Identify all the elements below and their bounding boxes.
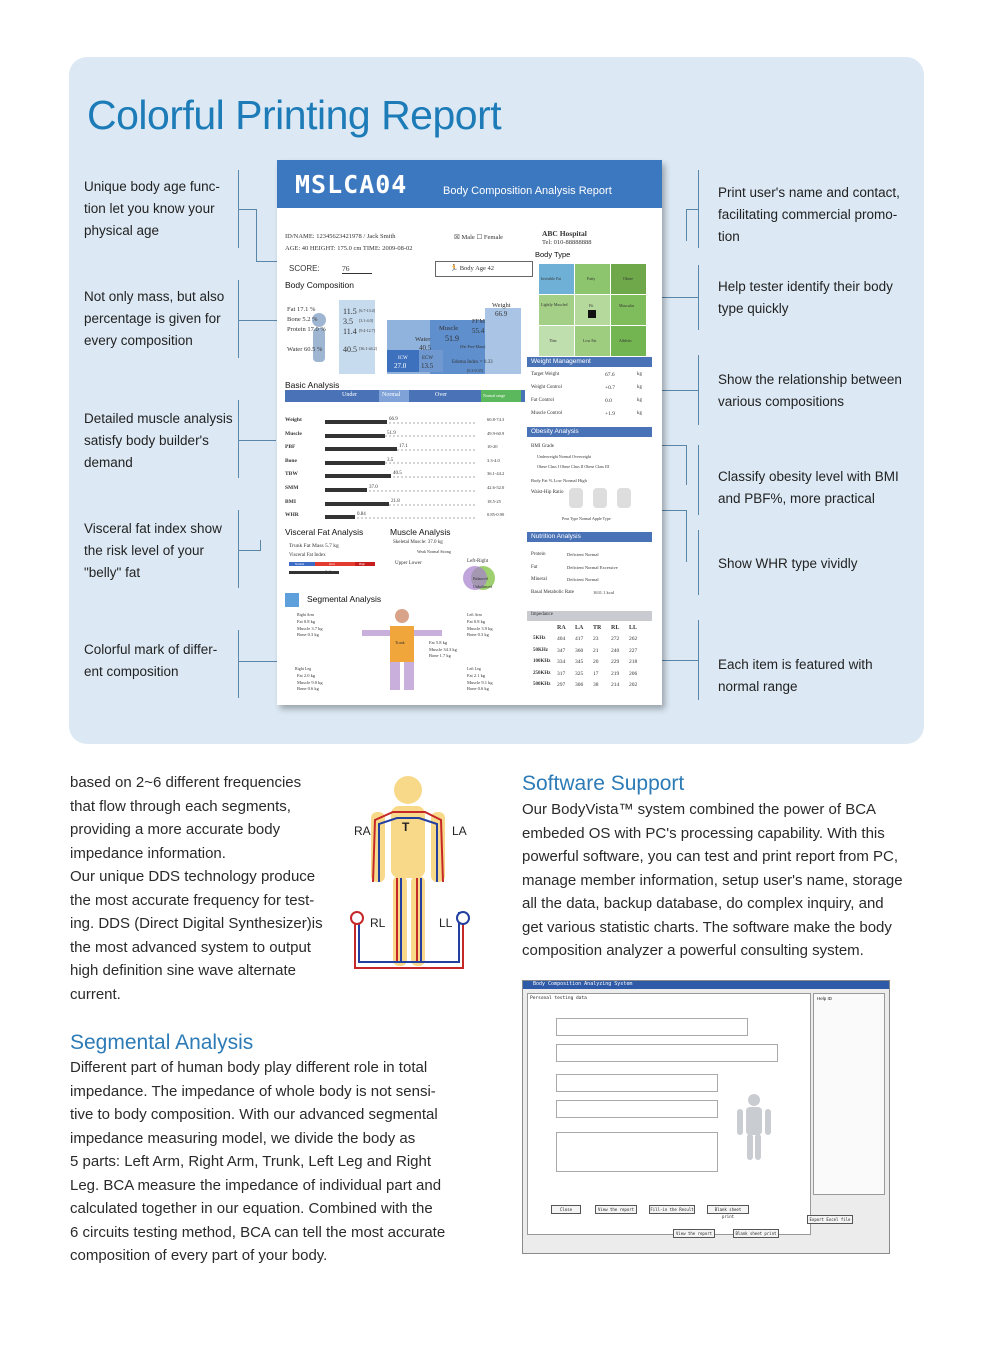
obesity-title: Obesity Analysis <box>527 427 652 437</box>
nutrition-label: Protein <box>531 552 546 557</box>
weight-mgmt-unit: kg <box>637 385 642 390</box>
weight-mgmt-label: Muscle Control <box>531 411 563 416</box>
callout-relationship: Show the relationship between various compositions <box>718 372 902 409</box>
seg-row: Fat 5.8 kg <box>429 640 448 645</box>
body-type-cell: Thin <box>549 338 557 343</box>
close-button[interactable]: Close <box>551 1205 581 1214</box>
impedance-freq: 500KHz <box>533 682 551 687</box>
impedance-cell: 218 <box>629 659 638 665</box>
connector-line <box>238 440 276 441</box>
skeletal-muscle: Skeletal Muscle: 37.0 kg <box>393 540 443 545</box>
impedance-cell: 23 <box>593 636 599 642</box>
comp-range: [9.4-12.7] <box>359 328 375 333</box>
comp-row: Bone 5.2 % <box>287 316 318 323</box>
seg-left-leg: Left Leg <box>467 666 481 671</box>
view-report-button-2[interactable]: View the report <box>673 1229 715 1238</box>
callout-obesity: Classify obesity level with BMI and PBF%, more practical <box>718 469 899 506</box>
edema-index: Edema Index = 0.33 <box>452 360 493 365</box>
impedance-cell: 347 <box>557 647 566 654</box>
seg-row: Bone 0.6 kg <box>297 686 319 691</box>
visceral-level: Over <box>329 562 335 566</box>
page-title: Colorful Printing Report <box>87 92 502 138</box>
impedance-cell: 334 <box>557 659 566 665</box>
obesity-bmi: BMI Grade <box>531 444 554 449</box>
software-body-figure-icon <box>734 1092 774 1162</box>
weight-mgmt-value: +1.9 <box>605 411 615 417</box>
muscle-analysis-title: Muscle Analysis <box>390 527 451 537</box>
nutrition-value: 1631.1 kcal <box>593 589 614 595</box>
muscle-label: Muscle <box>439 325 459 332</box>
water-label: Water <box>415 336 431 343</box>
body-type-cell: Lightly Muscled <box>541 302 568 307</box>
software-screenshot <box>522 980 890 1254</box>
seg-row: Bone 0.3 kg <box>297 632 319 637</box>
report-sex: ☒ Male ☐ Female <box>454 234 504 241</box>
software-window-title: Body Composition Analyzing System <box>533 981 633 987</box>
visceral-value: 9.8 <box>325 571 332 576</box>
basic-row-range: 36.1-44.2 <box>487 471 505 476</box>
ffm-label: FFM <box>472 318 486 325</box>
impedance-head: LL <box>629 625 638 631</box>
basic-row-label: BMI <box>285 499 296 505</box>
software-heading: Software Support <box>522 772 685 795</box>
visceral-scale-bar <box>289 571 339 574</box>
comp-kg: 40.5 <box>343 345 357 354</box>
impedance-head: LA <box>575 625 584 631</box>
impedance-cell: 297 <box>557 682 566 688</box>
basic-row-label: PBF <box>285 444 296 450</box>
seg-row: Muscle 9.1 kg <box>467 679 493 685</box>
impedance-cell: 21 <box>593 647 599 654</box>
seg-right-arm: Right Arm <box>297 612 315 617</box>
callout-composition: Not only mass, but also percentage is given for every composition <box>84 289 225 348</box>
software-main-area <box>527 993 811 1235</box>
impedance-cell: 38 <box>593 682 599 688</box>
body-type-cell: Muscular <box>619 303 635 308</box>
comp-row: Water 60.5 % <box>287 346 323 353</box>
body-composition-title: Body Composition <box>285 280 354 290</box>
muscle-options: Weak Normal Strong <box>417 549 451 554</box>
ecw-value: 13.5 <box>421 362 434 370</box>
diagram-label-rl: RL <box>370 916 386 930</box>
nutrition-label: Mineral <box>531 577 547 582</box>
comp-kg: 11.5 <box>343 307 357 316</box>
connector-line <box>260 540 261 551</box>
impedance-cell: 306 <box>575 682 584 688</box>
muscle-value: 51.9 <box>445 334 459 343</box>
report-score-label: SCORE: <box>289 264 320 273</box>
report-code: MSLCA04 <box>295 170 408 199</box>
seg-left-arm: Left Arm <box>467 612 482 617</box>
seg-row: Muscle 3.9 kg <box>467 625 493 631</box>
segmental-title: Segmental Analysis <box>307 594 382 604</box>
seg-trunk: Trunk <box>395 640 405 645</box>
nutrition-label: Fat <box>531 564 538 570</box>
diagram-label-t: T <box>402 820 410 834</box>
impedance-cell: 227 <box>629 647 638 654</box>
software-tab[interactable]: Personal testing data <box>530 996 587 1001</box>
weight-mgmt-value: +0.7 <box>605 385 615 391</box>
software-titlebar <box>523 981 889 989</box>
body-circuit-diagram <box>345 772 485 977</box>
bracket <box>230 510 239 588</box>
impedance-cell: 417 <box>575 636 584 642</box>
obesity-whr-types: Pear Type Normal Apple Type <box>562 516 611 521</box>
report-body-age: 🏃 Body Age 42 <box>435 261 533 277</box>
report-hospital: ABC Hospital <box>542 229 587 238</box>
visceral-index: Visceral Fat Index <box>289 553 326 558</box>
basic-row-value: 21.8 <box>391 499 400 504</box>
report-tel: Tel: 010-88888888 <box>542 239 592 246</box>
seg-row: Fat 2.1 kg <box>467 673 486 678</box>
water-value: 40.5 <box>419 344 432 352</box>
impedance-cell: 360 <box>575 647 584 654</box>
connector-line <box>238 209 256 210</box>
bracket <box>230 280 239 358</box>
icw-value: 27.0 <box>394 362 407 370</box>
export-excel-button[interactable]: Export Excel file <box>807 1215 853 1224</box>
ecw-label: ECW <box>422 356 434 361</box>
body-figure-icon <box>313 328 325 362</box>
seg-row: Muscle 3.7 kg <box>297 625 323 631</box>
balance-option: Balanced <box>473 576 488 581</box>
basic-row-range: 3.3-4.0 <box>487 458 500 463</box>
body-type-cell: Fit <box>589 303 594 308</box>
report-score: 76 <box>342 264 372 274</box>
sample-report <box>277 160 662 705</box>
connector-line <box>686 209 687 241</box>
segmental-icon <box>285 593 299 607</box>
seg-row: Bone 1.7 kg <box>429 653 451 658</box>
basic-row-label: Weight <box>285 417 302 423</box>
impedance-cell: 206 <box>629 670 638 677</box>
body-type-cell: Fatty <box>587 276 596 281</box>
report-id-line: ID/NAME: 12345623421978 / Jack Smith <box>285 233 396 240</box>
comp-row: Protein 17.0 % <box>287 326 326 333</box>
impedance-freq: 5KHz <box>533 636 546 641</box>
connector-line <box>686 209 698 210</box>
weight-mgmt-title: Weight Management <box>527 357 652 367</box>
segmental-text: Different part of human body play different role in total impedance. The impedance of whole body is not sensi- tive to body composition. With our advanced segmental impedance measuring model, we divide the body as 5 parts: Left Arm, Right Arm, Trunk, Left Leg and Right Leg. BCA measure the impedance of individual part and calculated together in our equation. Combined with the 6 circuits testing method, BCA can tell the most accurate composition of every part of your body. <box>70 1059 446 1264</box>
bracket <box>698 445 707 515</box>
weight-mgmt-value: 0.0 <box>605 398 612 404</box>
impedance-cell: 202 <box>629 682 638 688</box>
view-report-button[interactable]: View the report <box>595 1205 637 1214</box>
impedance-head: RA <box>557 625 566 631</box>
nutrition-title: Nutrition Analysis <box>527 532 652 542</box>
seg-row: Muscle 34.3 kg <box>429 646 457 652</box>
seg-row: Bone 0.3 kg <box>467 632 489 637</box>
connector-line <box>686 510 687 562</box>
edema-range: [0.3-0.35] <box>467 368 483 373</box>
visceral-level: High <box>359 562 365 566</box>
weight-mgmt-label: Target Weight <box>531 372 560 377</box>
impedance-cell: 240 <box>611 647 620 654</box>
impedance-cell: 404 <box>557 636 566 642</box>
obesity-classes: Obese Class I Obese Class II Obese Class III <box>537 464 609 469</box>
software-table <box>556 1132 718 1172</box>
callout-body-age: Unique body age func- tion let you know your physical age <box>84 179 220 238</box>
basic-row-range: 60.8-74.3 <box>487 417 505 422</box>
callout-colorful-mark: Colorful mark of differ- ent composition <box>84 642 218 679</box>
diagram-label-ra: RA <box>354 824 371 838</box>
ffm-note: (Fat Free Mass) <box>460 344 486 349</box>
impedance-cell: 262 <box>629 636 638 642</box>
seg-row: Fat 0.8 kg <box>467 619 486 624</box>
impedance-freq: 50KHz <box>533 647 548 653</box>
basic-head: Over <box>435 392 447 398</box>
weight-mgmt-label: Fat Control <box>531 398 554 403</box>
weight-value: 66.9 <box>495 310 508 318</box>
fill-result-button[interactable]: Fill-in the Result <box>650 1207 694 1212</box>
report-subtitle: Body Composition Analysis Report <box>443 185 612 197</box>
basic-head: Under <box>342 392 357 398</box>
visceral-scale-over <box>315 562 355 566</box>
basic-row-label: SMM <box>285 485 299 491</box>
basic-row-range: 0.85-0.90 <box>487 512 505 517</box>
blank-print-button-2[interactable]: Blank sheet print <box>733 1229 779 1238</box>
basic-row-range: 49.9-60.9 <box>487 431 505 436</box>
callout-whr: Show WHR type vividly <box>718 556 858 571</box>
basic-analysis-title: Basic Analysis <box>285 380 340 390</box>
weight-mgmt-unit: kg <box>637 372 642 377</box>
body-type-cell: Invisible Fat <box>541 276 562 281</box>
bracket <box>230 400 239 478</box>
basic-row-range: 10-20 <box>487 444 498 449</box>
left-right: Left-Right <box>467 559 489 564</box>
comp-range: [3.1-4.0] <box>359 318 373 323</box>
weight-mgmt-unit: kg <box>637 411 642 416</box>
segmental-heading: Segmental Analysis <box>70 1031 254 1054</box>
bracket <box>698 355 707 425</box>
software-table <box>556 1018 748 1036</box>
weight-mgmt-label: Weight Control <box>531 385 562 390</box>
impedance-freq: 250KHz <box>533 670 551 676</box>
software-table <box>556 1044 778 1062</box>
weight-label: Weight <box>492 302 511 309</box>
basic-row-range: 18.5-25 <box>487 499 501 504</box>
impedance-cell: 214 <box>611 682 620 688</box>
seg-right-leg: Right Leg <box>295 666 312 671</box>
diagram-label-la: LA <box>452 824 467 838</box>
basic-row-range: 42.6-52.0 <box>487 485 505 490</box>
software-table <box>556 1100 718 1118</box>
weight-mgmt-value: 67.6 <box>605 372 615 378</box>
comp-kg: 3.5 <box>343 317 353 326</box>
nutrition-value: Deficient Normal Excessive <box>567 564 618 570</box>
ffm-value: 55.4 <box>472 327 485 335</box>
software-help[interactable]: Help ID <box>817 996 833 1001</box>
body-type-cell: Athletic <box>619 338 632 343</box>
obesity-whr: Waist-Hip Ratio <box>531 490 564 495</box>
bracket <box>698 530 707 595</box>
body-type-cell: Obese <box>623 276 633 281</box>
comp-range: [6.7-13.4] <box>359 308 375 313</box>
whr-figure-icon <box>617 488 631 508</box>
obesity-bodyfat: Body Fat % Low Normal High <box>531 478 587 483</box>
basic-row-value: 0.84 <box>357 512 366 517</box>
basic-bars <box>325 420 477 519</box>
impedance-cell: 17 <box>593 670 599 677</box>
frequency-text: based on 2~6 different frequencies that flow through each segments, providing a more accurate body impedance information. Our unique DDS technology produce the most accurate frequency for test- ing. DDS (Direct Digital Synthesizer)is the most advanced system to output high definition sine wave alternate current. <box>70 774 323 1003</box>
visceral-trunk: Trunk Fat Mass 5.7 kg <box>289 543 339 549</box>
report-age-line: AGE: 40 HEIGHT: 175.0 cm TIME: 2009-08-02 <box>285 245 413 252</box>
connector-line <box>256 209 257 261</box>
basic-row-value: 51.9 <box>387 431 396 436</box>
comp-kg: 11.4 <box>343 327 357 336</box>
impedance-freq: 100KHz <box>533 659 551 664</box>
impedance-head: RL <box>611 625 620 631</box>
seg-row: Bone 0.6 kg <box>467 686 489 691</box>
seg-row: Fat 2.0 kg <box>297 673 316 678</box>
icw-label: ICW <box>398 356 408 361</box>
impedance-head: TR <box>593 625 602 631</box>
body-type-cell: Low Fat <box>583 338 597 343</box>
nutrition-value: Deficient Normal <box>567 552 599 557</box>
basic-row-label: Bone <box>285 458 297 464</box>
visceral-scale-high <box>355 562 375 566</box>
basic-row-value: 3.5 <box>387 458 394 463</box>
basic-row-value: 66.9 <box>389 417 398 422</box>
visceral-level: Normal <box>295 562 305 566</box>
software-text: Our BodyVista™ system combined the power of BCA embeded OS with PC's processing capability. With this powerful software, you can test and print report from PC, manage member information, setup user's name, storage all the data, backup database, do complex inquiry, and get various statistic charts. The software make the body composition analyzer a powerful consulting system. <box>522 801 903 959</box>
impedance-cell: 345 <box>575 659 584 665</box>
bracket <box>230 630 239 698</box>
basic-row-label: Muscle <box>285 431 302 437</box>
weight-mgmt-unit: kg <box>637 398 642 403</box>
connector-line <box>686 445 687 485</box>
nutrition-label: Basal Metabolic Rate <box>531 589 575 595</box>
callout-visceral: Visceral fat index show the risk level of your "belly" fat <box>84 521 222 580</box>
bracket <box>698 620 707 700</box>
impedance-cell: 219 <box>611 670 620 677</box>
connector-line <box>238 550 260 551</box>
balance-option: Unbalanced <box>473 584 493 589</box>
basic-head: Normal range <box>483 393 506 398</box>
nutrition-value: Deficient Normal <box>567 577 599 582</box>
basic-row-label: WHR <box>285 512 299 518</box>
impedance-cell: 317 <box>557 670 566 677</box>
basic-row-value: 37.0 <box>369 485 378 490</box>
whr-figure-icon <box>569 488 583 508</box>
callout-contact: Print user's name and contact, facilitating commercial promo- tion <box>718 185 900 244</box>
whr-figure-icon <box>593 488 607 508</box>
seg-row: Muscle 9.0 kg <box>297 679 323 685</box>
blank-print-button[interactable]: Blank sheet print <box>707 1205 749 1214</box>
callout-normal-range: Each item is featured with normal range <box>718 657 873 694</box>
upper-lower: Upper Lower <box>395 561 422 566</box>
impedance-cell: 272 <box>611 636 620 642</box>
diagram-label-ll: LL <box>439 916 453 930</box>
basic-head: Normal <box>382 392 401 398</box>
impedance-cell: 20 <box>593 659 599 665</box>
body-type-title: Body Type <box>535 250 571 259</box>
callout-muscle: Detailed muscle analysis satisfy body builder's demand <box>84 411 233 470</box>
comp-range: [36.1-44.2] <box>359 346 377 351</box>
obesity-options: Underweight Normal Overweight <box>537 454 591 459</box>
basic-row-value: 17.1 <box>399 444 408 449</box>
basic-row-label: TBW <box>285 471 298 477</box>
bracket <box>698 170 707 248</box>
impedance-cell: 229 <box>611 659 620 665</box>
impedance-cell: 325 <box>575 670 584 677</box>
basic-row-value: 40.5 <box>393 471 402 476</box>
software-side-panel <box>813 993 885 1195</box>
seg-row: Fat 0.8 kg <box>297 619 316 624</box>
callout-body-type: Help tester identify their body type quickly <box>718 279 893 316</box>
comp-row: Fat 17.1 % <box>287 306 316 313</box>
visceral-title: Visceral Fat Analysis <box>285 527 364 537</box>
software-table <box>556 1074 718 1092</box>
impedance-title: Impedance <box>531 612 553 617</box>
bracket <box>698 265 707 330</box>
